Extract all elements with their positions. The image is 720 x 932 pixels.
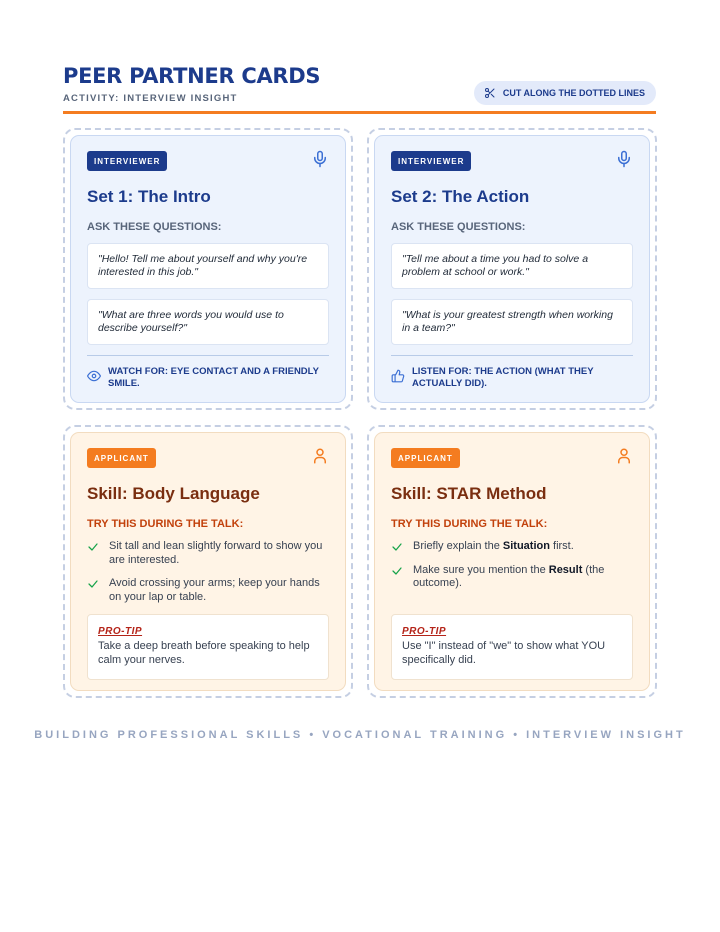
tip-list: [87, 540, 329, 614]
role-badge: INTERVIEWER: [391, 151, 471, 171]
tip-item: [391, 540, 633, 554]
tip-item: [87, 577, 329, 604]
question-box: "Hello! Tell me about yourself and why you're interested in this job.": [87, 243, 329, 289]
role-badge: INTERVIEWER: [87, 151, 167, 171]
section-label: ASK THESE QUESTIONS:: [391, 221, 526, 233]
pro-tip-box: [391, 614, 633, 680]
cut-instruction-text: CUT ALONG THE DOTTED LINES: [502, 88, 645, 98]
role-badge: APPLICANT: [87, 448, 156, 468]
page-subtitle: ACTIVITY: INTERVIEW INSIGHT: [63, 93, 238, 104]
user-icon: [311, 447, 329, 465]
card-title: Skill: STAR Method: [391, 484, 547, 503]
watch-for-text: WATCH FOR: EYE CONTACT AND A FRIENDLY SMILE.: [108, 366, 319, 389]
tip-text-run: Avoid crossing your arms; keep your hands on your lap or table.: [109, 577, 320, 603]
question-box: "Tell me about a time you had to solve a problem at school or work.": [391, 243, 633, 289]
check-icon: [87, 541, 99, 553]
watch-for-note: [87, 355, 329, 390]
page-footer: BUILDING PROFESSIONAL SKILLS • VOCATIONAL TRAINING • INTERVIEW INSIGHT: [34, 729, 686, 741]
tip-text-run: Make sure you mention the: [413, 563, 549, 576]
pro-tip-label: PRO-TIP: [98, 626, 143, 637]
card-title: Skill: Body Language: [87, 484, 260, 503]
user-icon: [615, 447, 633, 465]
section-label: TRY THIS DURING THE TALK:: [391, 518, 548, 530]
thumbs-up-icon: [391, 369, 405, 383]
tip-keyword: Result: [548, 563, 583, 576]
question-box: "What are three words you would use to describe yourself?": [87, 299, 329, 345]
listen-for-text: LISTEN FOR: THE ACTION (WHAT THEY ACTUALLY DID).: [412, 366, 594, 389]
tip-item: [391, 564, 633, 591]
page-title: PEER PARTNER CARDS: [63, 64, 321, 88]
tip-text: [109, 540, 329, 567]
pro-tip-label: PRO-TIP: [402, 626, 447, 637]
interviewer-card-set-1: [63, 128, 353, 410]
tip-text-run: (the outcome).: [413, 563, 605, 589]
card-title: Set 2: The Action: [391, 187, 530, 206]
card-title: Set 1: The Intro: [87, 187, 211, 206]
role-badge: APPLICANT: [391, 448, 460, 468]
tip-text: [413, 564, 633, 591]
tip-item: [87, 540, 329, 567]
microphone-icon: [311, 150, 329, 168]
check-icon: [87, 578, 99, 590]
pro-tip-box: [87, 614, 329, 680]
eye-icon: [87, 369, 101, 383]
section-label: TRY THIS DURING THE TALK:: [87, 518, 244, 530]
pro-tip-text: Take a deep breath before speaking to help calm your nerves.: [98, 640, 310, 666]
tip-text-run: first.: [549, 540, 574, 552]
page-header: [63, 64, 656, 114]
microphone-icon: [615, 150, 633, 168]
check-icon: [391, 541, 403, 553]
applicant-card-star-method: [367, 425, 657, 698]
tip-text: [109, 577, 329, 604]
tip-text: [413, 540, 574, 554]
tip-text-run: Sit tall and lean slightly forward to show you are interested.: [109, 540, 323, 566]
question-box: "What is your greatest strength when working in a team?": [391, 299, 633, 345]
pro-tip-text: Use "I" instead of "we" to show what YOU specifically did.: [402, 640, 606, 666]
tip-text-run: Briefly explain the: [413, 540, 503, 552]
cut-instruction-pill: [474, 81, 656, 105]
interviewer-card-set-2: [367, 128, 657, 410]
check-icon: [391, 565, 403, 577]
listen-for-note: [391, 355, 633, 390]
tip-list: [391, 540, 633, 601]
section-label: ASK THESE QUESTIONS:: [87, 221, 222, 233]
tip-keyword: Situation: [502, 540, 550, 552]
applicant-card-body-language: [63, 425, 353, 698]
scissors-icon: [484, 87, 496, 99]
